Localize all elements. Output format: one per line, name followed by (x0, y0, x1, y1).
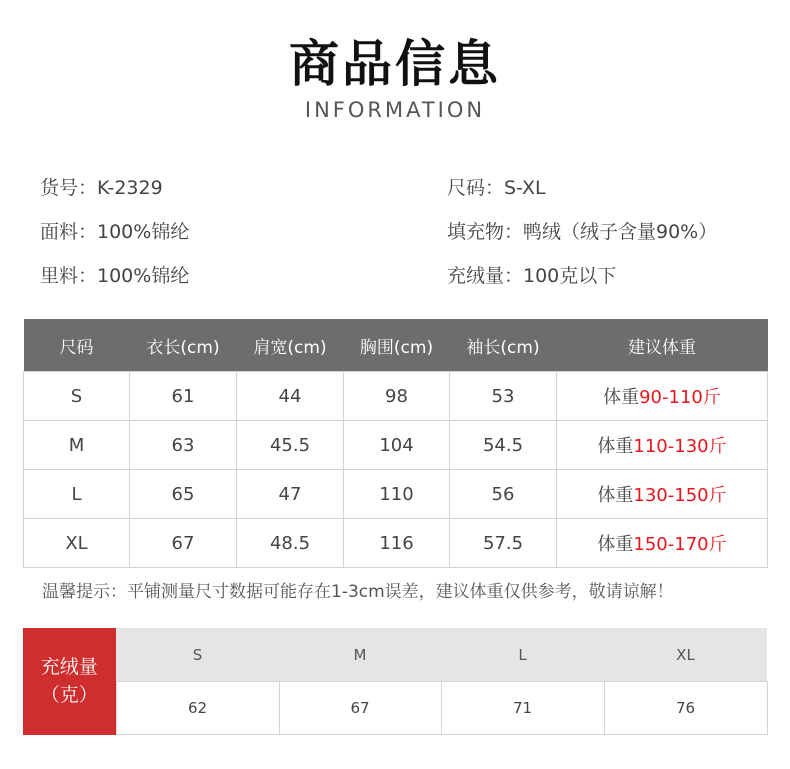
fill-amount-label (23, 628, 116, 735)
size-cell: S (24, 372, 130, 421)
fill-value-row (23, 682, 767, 735)
chest-cell: 110 (344, 470, 450, 519)
header-weight: 建议体重 (557, 319, 768, 372)
page-title: 商品信息 (289, 35, 501, 93)
fill-value-cell: 71 (441, 682, 604, 735)
lining-info: 里料：100%锦纶 (40, 265, 190, 287)
size-cell: L (24, 470, 130, 519)
chest-cell: 104 (344, 421, 450, 470)
table-row (24, 519, 768, 568)
size-cell: XL (24, 519, 130, 568)
weight-prefix: 体重 (597, 485, 634, 506)
shoulder-cell: 44 (237, 372, 344, 421)
fabric-info: 面料：100%锦纶 (40, 221, 190, 243)
weight-prefix: 体重 (603, 387, 640, 408)
chest-cell: 116 (344, 519, 450, 568)
sleeve-cell: 56 (450, 470, 557, 519)
weight-cell (557, 519, 768, 568)
weight-range: 110-130斤 (633, 436, 727, 457)
table-row (24, 372, 768, 421)
header-shoulder: 肩宽(cm) (237, 319, 344, 372)
size-cell: M (24, 421, 130, 470)
measurement-tip: 温馨提示：平铺测量尺寸数据可能存在1-3cm误差，建议体重仅供参考，敬请谅解！ (42, 582, 674, 602)
shoulder-cell: 45.5 (237, 421, 344, 470)
length-cell: 63 (130, 421, 237, 470)
fill-size-row (23, 628, 767, 682)
shoulder-cell: 48.5 (237, 519, 344, 568)
sleeve-cell: 57.5 (450, 519, 557, 568)
weight-prefix: 体重 (597, 436, 634, 457)
header-sleeve: 袖长(cm) (450, 319, 557, 372)
weight-range: 130-150斤 (633, 485, 727, 506)
sleeve-cell: 53 (450, 372, 557, 421)
fill-size-cell: L (441, 628, 604, 682)
fill-size-cell: S (116, 628, 279, 682)
fill-amount-table (23, 628, 768, 735)
length-cell: 67 (130, 519, 237, 568)
weight-cell (557, 470, 768, 519)
fill-size-cell: XL (604, 628, 767, 682)
fill-label-line1: 充绒量 (40, 656, 98, 679)
fill-size-cell: M (279, 628, 441, 682)
weight-range: 90-110斤 (639, 387, 721, 408)
table-row (24, 421, 768, 470)
length-cell: 61 (130, 372, 237, 421)
fill-label-line2: （克） (40, 684, 98, 707)
size-range-info: 尺码：S-XL (447, 177, 546, 199)
table-row (24, 470, 768, 519)
fill-value-cell: 67 (279, 682, 441, 735)
header-size: 尺码 (24, 319, 130, 372)
size-chart-table (23, 319, 768, 568)
item-number: 货号：K-2329 (40, 177, 163, 199)
filling-info: 填充物：鸭绒（绒子含量90%） (447, 221, 718, 243)
weight-cell (557, 421, 768, 470)
header-chest: 胸围(cm) (344, 319, 450, 372)
size-chart-header-row (24, 319, 768, 372)
chest-cell: 98 (344, 372, 450, 421)
length-cell: 65 (130, 470, 237, 519)
sleeve-cell: 54.5 (450, 421, 557, 470)
page-subtitle: INFORMATION (304, 98, 486, 122)
weight-prefix: 体重 (597, 534, 634, 555)
fill-amount-info: 充绒量：100克以下 (447, 265, 617, 287)
header-length: 衣长(cm) (130, 319, 237, 372)
fill-value-cell: 62 (116, 682, 279, 735)
weight-cell (557, 372, 768, 421)
fill-value-cell: 76 (604, 682, 767, 735)
weight-range: 150-170斤 (633, 534, 727, 555)
shoulder-cell: 47 (237, 470, 344, 519)
